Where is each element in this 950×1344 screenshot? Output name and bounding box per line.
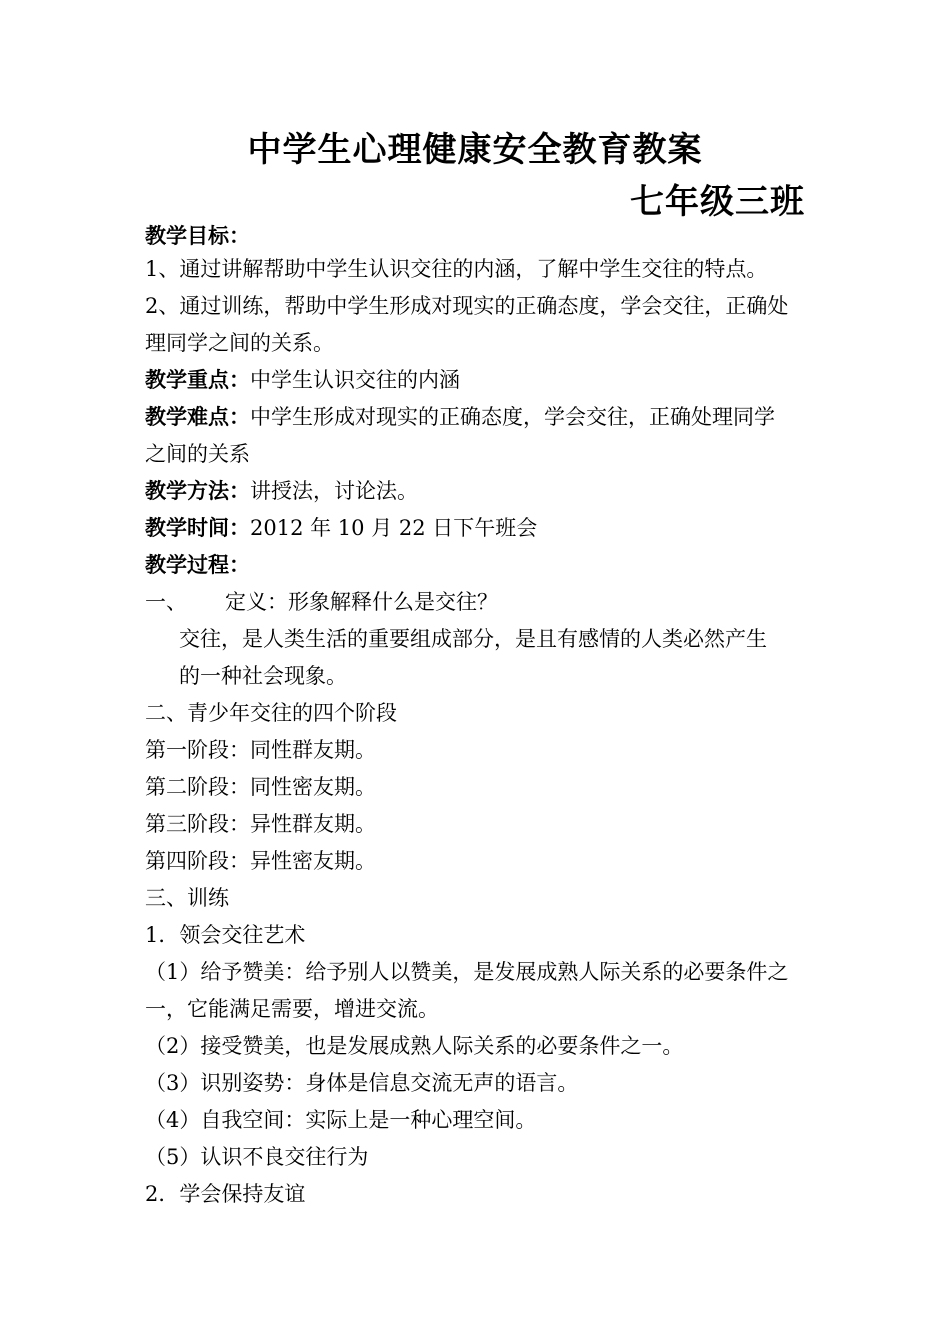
training-item: 一，它能满足需要，增进交流。 xyxy=(145,997,439,1021)
section2-heading: 二、青少年交往的四个阶段 xyxy=(145,701,397,725)
difficulty-text: 中学生形成对现实的正确态度，学会交往，正确处理同学 xyxy=(250,405,775,429)
key-point-row xyxy=(145,362,810,399)
class-subtitle: 七年级三班 xyxy=(630,182,805,222)
training-item: （2）接受赞美，也是发展成熟人际关系的必要条件之一。 xyxy=(145,1034,684,1058)
key-point-label: 教学重点： xyxy=(145,368,250,392)
stage-item: 第四阶段：异性密友期。 xyxy=(145,849,376,873)
training-item: （1）给予赞美：给予别人以赞美，是发展成熟人际关系的必要条件之 xyxy=(145,960,789,984)
goals-heading: 教学目标： xyxy=(145,224,250,248)
document-title: 中学生心理健康安全教育教案 xyxy=(247,130,703,170)
training-item: （4）自我空间：实际上是一种心理空间。 xyxy=(145,1108,537,1132)
section3-heading: 三、训练 xyxy=(145,886,229,910)
goal-item: 1、通过讲解帮助中学生认识交往的内涵，了解中学生交往的特点。 xyxy=(145,257,768,281)
method-text: 讲授法，讨论法。 xyxy=(250,479,418,503)
stage-item: 第二阶段：同性密友期。 xyxy=(145,775,376,799)
difficulty-text-cont: 之间的关系 xyxy=(145,442,250,466)
section1-number: 一、 xyxy=(145,590,187,614)
training2-heading: 2．学会保持友谊 xyxy=(145,1182,306,1206)
section1-heading xyxy=(145,584,810,621)
section1-text: 定义：形象解释什么是交往？ xyxy=(225,590,498,614)
section1-body-cont: 的一种社会现象。 xyxy=(179,664,347,688)
key-point-text: 中学生认识交往的内涵 xyxy=(250,368,460,392)
training-item: （5）认识不良交往行为 xyxy=(145,1145,369,1169)
stage-item: 第三阶段：异性群友期。 xyxy=(145,812,376,836)
difficulty-label: 教学难点： xyxy=(145,405,250,429)
document-body xyxy=(145,221,810,1213)
training-item: （3）识别姿势：身体是信息交流无声的语言。 xyxy=(145,1071,579,1095)
time-row xyxy=(145,510,810,547)
difficulty-row xyxy=(145,399,810,436)
method-label: 教学方法： xyxy=(145,479,250,503)
goal-item: 2、通过训练，帮助中学生形成对现实的正确态度，学会交往，正确处 xyxy=(145,294,789,318)
training1-heading: 1．领会交往艺术 xyxy=(145,923,306,947)
time-text: 2012 年 10 月 22 日下午班会 xyxy=(250,516,538,540)
process-heading: 教学过程： xyxy=(145,553,250,577)
section1-body: 交往，是人类生活的重要组成部分，是且有感情的人类必然产生 xyxy=(179,627,767,651)
goal-item: 理同学之间的关系。 xyxy=(145,331,334,355)
stage-item: 第一阶段：同性群友期。 xyxy=(145,738,376,762)
method-row xyxy=(145,473,810,510)
time-label: 教学时间： xyxy=(145,516,250,540)
